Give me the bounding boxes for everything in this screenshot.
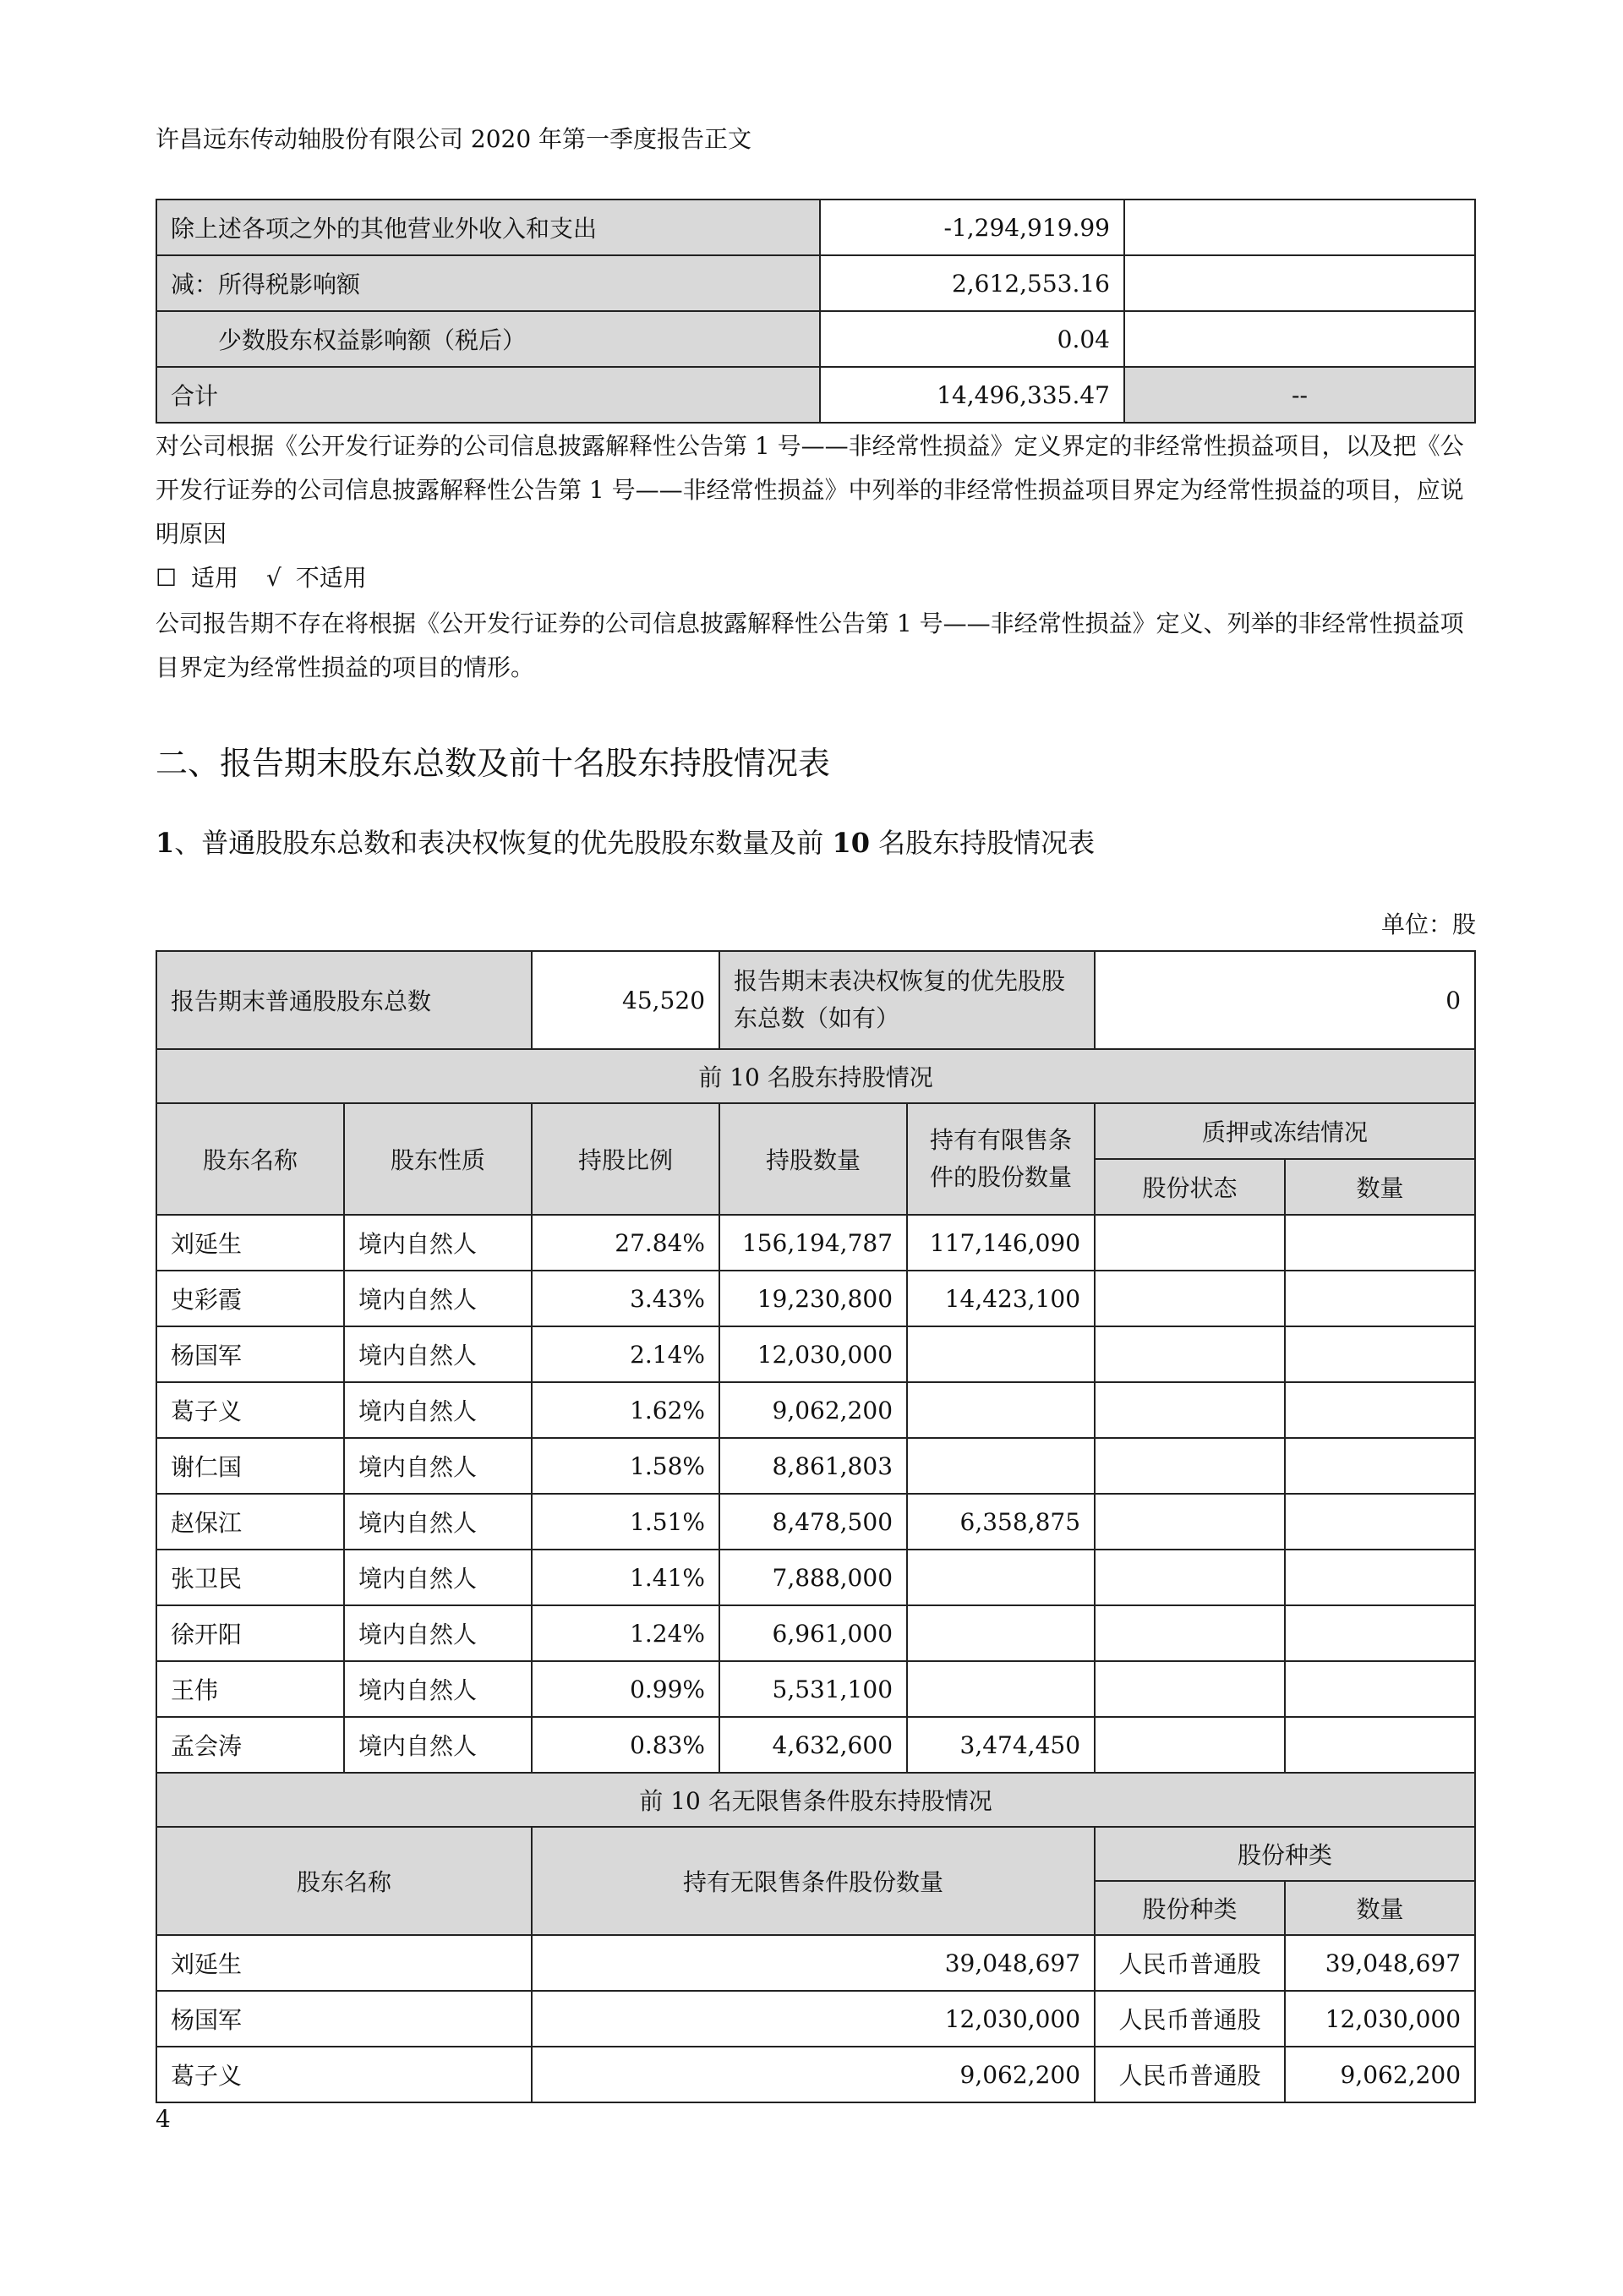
u-kind-quantity: 12,030,000 bbox=[1285, 1991, 1475, 2047]
col-header-pledge-qty: 数量 bbox=[1285, 1159, 1475, 1215]
table-row bbox=[156, 1438, 1475, 1494]
holding-ratio: 1.62% bbox=[532, 1382, 719, 1438]
table-row bbox=[156, 1215, 1475, 1271]
item-note bbox=[1124, 200, 1475, 255]
total-holders-label: 报告期末普通股股东总数 bbox=[156, 951, 532, 1049]
u-share-kind: 人民币普通股 bbox=[1095, 1935, 1285, 1991]
shareholder-nature: 境内自然人 bbox=[344, 1271, 532, 1326]
subsection-text-b: 名股东持股情况表 bbox=[869, 827, 1096, 859]
holding-ratio: 3.43% bbox=[532, 1271, 719, 1326]
total-holders-value: 45,520 bbox=[532, 951, 719, 1049]
col-header-pledge-status: 股份状态 bbox=[1095, 1159, 1285, 1215]
u-col-header-name: 股东名称 bbox=[156, 1827, 532, 1935]
page-header: 许昌远东传动轴股份有限公司 2020 年第一季度报告正文 bbox=[156, 125, 752, 153]
item-note: -- bbox=[1124, 367, 1475, 423]
table-row bbox=[156, 1717, 1475, 1773]
section-title: 二、报告期末股东总数及前十名股东持股情况表 bbox=[156, 745, 831, 782]
holding-ratio: 2.14% bbox=[532, 1326, 719, 1382]
u-col-header-kind-group: 股份种类 bbox=[1095, 1827, 1475, 1881]
pledge-quantity bbox=[1285, 1326, 1475, 1382]
pledge-quantity bbox=[1285, 1438, 1475, 1494]
pledge-status bbox=[1095, 1271, 1285, 1326]
shareholder-name: 王伟 bbox=[156, 1661, 344, 1717]
pledge-quantity bbox=[1285, 1717, 1475, 1773]
restricted-quantity bbox=[907, 1382, 1095, 1438]
shareholder-name: 刘延生 bbox=[156, 1215, 344, 1271]
unrestricted-title: 前 10 名无限售条件股东持股情况 bbox=[156, 1773, 1475, 1827]
pledge-status bbox=[1095, 1494, 1285, 1550]
shareholder-nature: 境内自然人 bbox=[344, 1215, 532, 1271]
restricted-quantity: 6,358,875 bbox=[907, 1494, 1095, 1550]
pledge-quantity bbox=[1285, 1661, 1475, 1717]
item-amount: 0.04 bbox=[820, 311, 1124, 367]
restricted-quantity: 14,423,100 bbox=[907, 1271, 1095, 1326]
shareholder-name: 张卫民 bbox=[156, 1550, 344, 1605]
applicable-line bbox=[156, 560, 367, 593]
pledge-quantity bbox=[1285, 1271, 1475, 1326]
shareholder-name: 葛子义 bbox=[156, 1382, 344, 1438]
table-row bbox=[156, 1935, 1475, 1991]
shareholder-nature: 境内自然人 bbox=[344, 1438, 532, 1494]
holding-quantity: 6,961,000 bbox=[719, 1605, 907, 1661]
subsection-number: 1 bbox=[156, 827, 175, 859]
holding-ratio: 0.99% bbox=[532, 1661, 719, 1717]
pledge-quantity bbox=[1285, 1605, 1475, 1661]
restricted-quantity bbox=[907, 1438, 1095, 1494]
table-row bbox=[156, 1326, 1475, 1382]
col-header-pledge: 质押或冻结情况 bbox=[1095, 1103, 1475, 1159]
item-label: 合计 bbox=[156, 367, 820, 423]
preferred-holders-label: 报告期末表决权恢复的优先股股东总数（如有） bbox=[719, 951, 1095, 1049]
pledge-status bbox=[1095, 1326, 1285, 1382]
u-share-kind: 人民币普通股 bbox=[1095, 2047, 1285, 2102]
holding-ratio: 1.51% bbox=[532, 1494, 719, 1550]
item-label: 除上述各项之外的其他营业外收入和支出 bbox=[156, 200, 820, 255]
u-shareholder-name: 葛子义 bbox=[156, 2047, 532, 2102]
u-share-quantity: 12,030,000 bbox=[532, 1991, 1095, 2047]
non-recurring-row bbox=[156, 255, 1475, 311]
holding-quantity: 8,478,500 bbox=[719, 1494, 907, 1550]
shareholder-nature: 境内自然人 bbox=[344, 1382, 532, 1438]
item-label: 减：所得税影响额 bbox=[156, 255, 820, 311]
shareholder-name: 杨国军 bbox=[156, 1326, 344, 1382]
holding-quantity: 12,030,000 bbox=[719, 1326, 907, 1382]
pledge-status bbox=[1095, 1382, 1285, 1438]
not-applicable-label: 不适用 bbox=[295, 564, 367, 592]
holding-ratio: 27.84% bbox=[532, 1215, 719, 1271]
u-kind-quantity: 9,062,200 bbox=[1285, 2047, 1475, 2102]
pledge-quantity bbox=[1285, 1215, 1475, 1271]
checkbox-icon: ☐ bbox=[156, 564, 178, 592]
pledge-status bbox=[1095, 1661, 1285, 1717]
restricted-quantity: 3,474,450 bbox=[907, 1717, 1095, 1773]
pledge-quantity bbox=[1285, 1550, 1475, 1605]
explanation-paragraph: 对公司根据《公开发行证券的公司信息披露解释性公告第 1 号——非经常性损益》定义界定的非经常性损益项目，以及把《公开发行证券的公司信息披露解释性公告第 1 号——非经常性损益》中列举的非经常性损益项目界定为经常性损益的项目，应说明原因 bbox=[156, 432, 1464, 548]
restricted-quantity: 117,146,090 bbox=[907, 1215, 1095, 1271]
table-row bbox=[156, 2047, 1475, 2102]
table-row bbox=[156, 1605, 1475, 1661]
pledge-status bbox=[1095, 1438, 1285, 1494]
subsection-title bbox=[156, 822, 1095, 861]
holding-quantity: 19,230,800 bbox=[719, 1271, 907, 1326]
col-header-quantity: 持股数量 bbox=[719, 1103, 907, 1215]
pledge-quantity bbox=[1285, 1494, 1475, 1550]
u-col-header-kind: 股份种类 bbox=[1095, 1881, 1285, 1935]
top10-title: 前 10 名股东持股情况 bbox=[156, 1049, 1475, 1103]
holding-quantity: 8,861,803 bbox=[719, 1438, 907, 1494]
table-row bbox=[156, 1550, 1475, 1605]
page-number: 4 bbox=[156, 2105, 171, 2133]
holding-ratio: 1.41% bbox=[532, 1550, 719, 1605]
holding-quantity: 7,888,000 bbox=[719, 1550, 907, 1605]
non-recurring-row bbox=[156, 367, 1475, 423]
shareholder-nature: 境内自然人 bbox=[344, 1494, 532, 1550]
shareholder-name: 徐开阳 bbox=[156, 1605, 344, 1661]
restricted-quantity bbox=[907, 1661, 1095, 1717]
holding-quantity: 4,632,600 bbox=[719, 1717, 907, 1773]
shareholder-nature: 境内自然人 bbox=[344, 1550, 532, 1605]
u-share-quantity: 39,048,697 bbox=[532, 1935, 1095, 1991]
subsection-text-a: 、普通股股东总数和表决权恢复的优先股股东数量及前 bbox=[174, 827, 824, 859]
table-row bbox=[156, 1661, 1475, 1717]
item-amount: 2,612,553.16 bbox=[820, 255, 1124, 311]
item-note bbox=[1124, 311, 1475, 367]
holding-quantity: 156,194,787 bbox=[719, 1215, 907, 1271]
pledge-quantity bbox=[1285, 1382, 1475, 1438]
shareholder-name: 谢仁国 bbox=[156, 1438, 344, 1494]
holding-ratio: 1.24% bbox=[532, 1605, 719, 1661]
applicable-label: 适用 bbox=[191, 564, 239, 592]
col-header-restricted: 持有有限售条件的股份数量 bbox=[907, 1103, 1095, 1215]
col-header-ratio: 持股比例 bbox=[532, 1103, 719, 1215]
item-note bbox=[1124, 255, 1475, 311]
pledge-status bbox=[1095, 1717, 1285, 1773]
subsection-number-2: 10 bbox=[832, 827, 870, 859]
u-shareholder-name: 刘延生 bbox=[156, 1935, 532, 1991]
u-col-header-kind-qty: 数量 bbox=[1285, 1881, 1475, 1935]
non-recurring-table bbox=[156, 199, 1476, 424]
table-row bbox=[156, 1271, 1475, 1326]
holding-ratio: 0.83% bbox=[532, 1717, 719, 1773]
shareholder-name: 赵保江 bbox=[156, 1494, 344, 1550]
item-amount: -1,294,919.99 bbox=[820, 200, 1124, 255]
u-kind-quantity: 39,048,697 bbox=[1285, 1935, 1475, 1991]
restricted-quantity bbox=[907, 1326, 1095, 1382]
col-header-nature: 股东性质 bbox=[344, 1103, 532, 1215]
unit-label: 单位：股 bbox=[1380, 910, 1476, 938]
shareholder-nature: 境内自然人 bbox=[344, 1605, 532, 1661]
table-row bbox=[156, 1382, 1475, 1438]
u-shareholder-name: 杨国军 bbox=[156, 1991, 532, 2047]
preferred-holders-value: 0 bbox=[1095, 951, 1475, 1049]
table-row bbox=[156, 1494, 1475, 1550]
restricted-quantity bbox=[907, 1605, 1095, 1661]
holding-quantity: 5,531,100 bbox=[719, 1661, 907, 1717]
item-label: 少数股东权益影响额（税后） bbox=[156, 311, 820, 367]
holding-quantity: 9,062,200 bbox=[719, 1382, 907, 1438]
pledge-status bbox=[1095, 1215, 1285, 1271]
col-header-name: 股东名称 bbox=[156, 1103, 344, 1215]
non-recurring-row bbox=[156, 200, 1475, 255]
shareholder-nature: 境内自然人 bbox=[344, 1717, 532, 1773]
non-recurring-row bbox=[156, 311, 1475, 367]
shareholder-name: 孟会涛 bbox=[156, 1717, 344, 1773]
shareholder-table bbox=[156, 950, 1476, 2103]
item-amount: 14,496,335.47 bbox=[820, 367, 1124, 423]
check-mark-icon: √ bbox=[265, 564, 281, 592]
shareholder-nature: 境内自然人 bbox=[344, 1326, 532, 1382]
statement-paragraph: 公司报告期不存在将根据《公开发行证券的公司信息披露解释性公告第 1 号——非经常性损益》定义、列举的非经常性损益项目界定为经常性损益的项目的情形。 bbox=[156, 610, 1464, 681]
u-share-quantity: 9,062,200 bbox=[532, 2047, 1095, 2102]
holding-ratio: 1.58% bbox=[532, 1438, 719, 1494]
u-col-header-qty: 持有无限售条件股份数量 bbox=[532, 1827, 1095, 1935]
pledge-status bbox=[1095, 1605, 1285, 1661]
shareholder-nature: 境内自然人 bbox=[344, 1661, 532, 1717]
restricted-quantity bbox=[907, 1550, 1095, 1605]
table-row bbox=[156, 1991, 1475, 2047]
shareholder-name: 史彩霞 bbox=[156, 1271, 344, 1326]
u-share-kind: 人民币普通股 bbox=[1095, 1991, 1285, 2047]
pledge-status bbox=[1095, 1550, 1285, 1605]
